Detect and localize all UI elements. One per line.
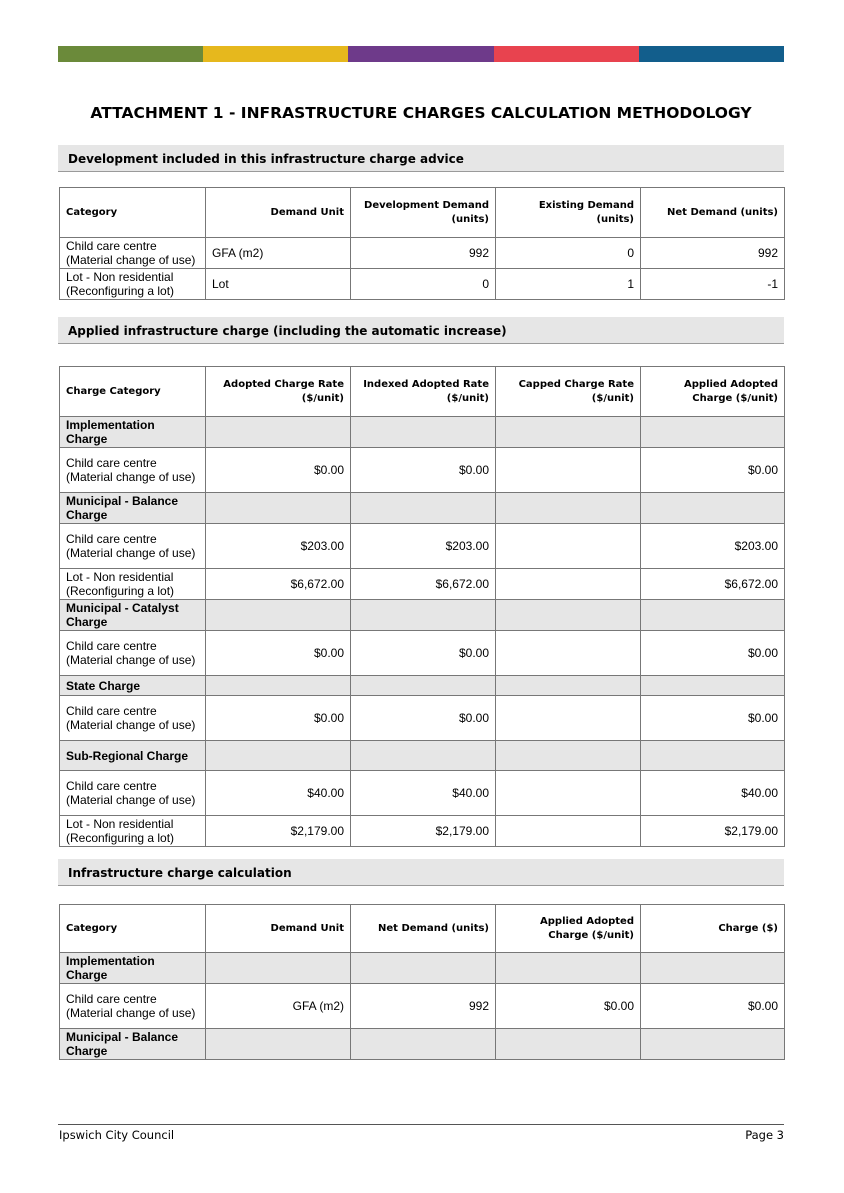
applied-charge-table [59, 366, 785, 847]
column-header: Development Demand (units) [351, 188, 496, 238]
empty-cell [351, 1029, 496, 1060]
table-cell: Lot [206, 269, 351, 300]
table-cell: $0.00 [641, 984, 785, 1029]
table-cell: Child care centre (Material change of use) [60, 984, 206, 1029]
empty-cell [496, 1029, 641, 1060]
color-stripe-2 [203, 46, 348, 62]
footer-page-number: Page 3 [745, 1128, 784, 1142]
column-header: Demand Unit [206, 905, 351, 953]
table-cell: 0 [351, 269, 496, 300]
table-cell [496, 524, 641, 569]
empty-cell [351, 493, 496, 524]
table-cell: $2,179.00 [206, 816, 351, 847]
empty-cell [641, 1029, 785, 1060]
table-row [60, 238, 785, 269]
table-cell: $40.00 [641, 771, 785, 816]
color-stripe-1 [58, 46, 203, 62]
empty-cell [351, 676, 496, 696]
table-cell: Lot - Non residential (Reconfiguring a lot) [60, 269, 206, 300]
table-cell: Child care centre (Material change of use) [60, 524, 206, 569]
color-stripe-3 [348, 46, 493, 62]
table-cell: 0 [496, 238, 641, 269]
calculation-table [59, 904, 785, 1060]
table-cell: $40.00 [351, 771, 496, 816]
column-header: Indexed Adopted Rate ($/unit) [351, 367, 496, 417]
table-cell: -1 [641, 269, 785, 300]
group-label: Municipal - Catalyst Charge [60, 600, 206, 631]
empty-cell [351, 417, 496, 448]
column-header: Net Demand (units) [351, 905, 496, 953]
group-label: Implementation Charge [60, 953, 206, 984]
column-header: Adopted Charge Rate ($/unit) [206, 367, 351, 417]
table-cell: $203.00 [641, 524, 785, 569]
empty-cell [496, 493, 641, 524]
color-stripe-5 [639, 46, 784, 62]
table-row [60, 984, 785, 1029]
group-row [60, 493, 785, 524]
footer-council-name: Ipswich City Council [59, 1128, 175, 1142]
table-cell: $0.00 [641, 631, 785, 676]
table-cell: Lot - Non residential (Reconfiguring a lot) [60, 816, 206, 847]
group-row [60, 953, 785, 984]
column-header: Charge Category [60, 367, 206, 417]
empty-cell [641, 741, 785, 771]
table-cell: Child care centre (Material change of use) [60, 631, 206, 676]
empty-cell [641, 493, 785, 524]
table-cell: Child care centre (Material change of use) [60, 448, 206, 493]
empty-cell [496, 741, 641, 771]
section-heading-calculation [58, 859, 784, 886]
column-header: Existing Demand (units) [496, 188, 641, 238]
table-cell [496, 696, 641, 741]
table-cell: Child care centre (Material change of use) [60, 771, 206, 816]
table-cell [496, 569, 641, 600]
table-cell: $203.00 [206, 524, 351, 569]
table-cell: GFA (m2) [206, 238, 351, 269]
empty-cell [206, 600, 351, 631]
table-row [60, 631, 785, 676]
table-cell: 1 [496, 269, 641, 300]
table-cell: GFA (m2) [206, 984, 351, 1029]
empty-cell [206, 417, 351, 448]
color-stripe-bar [58, 46, 784, 62]
section-heading-development [58, 145, 784, 172]
table-cell: 992 [351, 238, 496, 269]
table-cell: $0.00 [206, 448, 351, 493]
empty-cell [641, 417, 785, 448]
table-row [60, 816, 785, 847]
table-cell: Child care centre (Material change of use) [60, 696, 206, 741]
table-cell: $40.00 [206, 771, 351, 816]
table-row [60, 524, 785, 569]
group-label: Sub-Regional Charge [60, 741, 206, 771]
column-header: Category [60, 905, 206, 953]
section-heading-text: Applied infrastructure charge (including the automatic increase) [68, 324, 507, 338]
empty-cell [206, 1029, 351, 1060]
table-cell: 992 [351, 984, 496, 1029]
empty-cell [641, 600, 785, 631]
group-label: Municipal - Balance Charge [60, 1029, 206, 1060]
group-row [60, 1029, 785, 1060]
group-label: Municipal - Balance Charge [60, 493, 206, 524]
color-stripe-4 [494, 46, 639, 62]
table-cell: Lot - Non residential (Reconfiguring a lot) [60, 569, 206, 600]
section-heading-text: Infrastructure charge calculation [68, 866, 292, 880]
empty-cell [496, 417, 641, 448]
table-cell: $2,179.00 [641, 816, 785, 847]
column-header: Category [60, 188, 206, 238]
table-cell: 992 [641, 238, 785, 269]
group-row [60, 600, 785, 631]
column-header: Applied Adopted Charge ($/unit) [641, 367, 785, 417]
section-heading-applied-charge [58, 317, 784, 344]
empty-cell [206, 493, 351, 524]
empty-cell [351, 953, 496, 984]
group-row [60, 741, 785, 771]
table-cell: $2,179.00 [351, 816, 496, 847]
table-cell: $0.00 [641, 696, 785, 741]
section-heading-text: Development included in this infrastructure charge advice [68, 152, 464, 166]
table-row [60, 696, 785, 741]
column-header: Applied Adopted Charge ($/unit) [496, 905, 641, 953]
empty-cell [496, 953, 641, 984]
table-cell: $0.00 [351, 631, 496, 676]
table-cell: $6,672.00 [206, 569, 351, 600]
column-header: Net Demand (units) [641, 188, 785, 238]
table-cell: $0.00 [641, 448, 785, 493]
table-cell: $203.00 [351, 524, 496, 569]
group-label: State Charge [60, 676, 206, 696]
table-cell: $0.00 [351, 696, 496, 741]
table-row [60, 448, 785, 493]
empty-cell [206, 676, 351, 696]
table-cell [496, 631, 641, 676]
group-row [60, 417, 785, 448]
table-cell [496, 816, 641, 847]
group-label: Implementation Charge [60, 417, 206, 448]
table-cell [496, 448, 641, 493]
table-cell: $0.00 [206, 696, 351, 741]
empty-cell [641, 953, 785, 984]
table-cell: $0.00 [496, 984, 641, 1029]
table-row [60, 771, 785, 816]
group-row [60, 676, 785, 696]
table-row [60, 269, 785, 300]
empty-cell [351, 741, 496, 771]
table-cell: $6,672.00 [351, 569, 496, 600]
table-cell: $0.00 [206, 631, 351, 676]
table-cell [496, 771, 641, 816]
empty-cell [206, 953, 351, 984]
column-header: Demand Unit [206, 188, 351, 238]
footer-rule [58, 1124, 784, 1125]
empty-cell [496, 600, 641, 631]
development-table [59, 187, 785, 300]
empty-cell [206, 741, 351, 771]
table-cell: $6,672.00 [641, 569, 785, 600]
empty-cell [496, 676, 641, 696]
table-cell: $0.00 [351, 448, 496, 493]
column-header: Charge ($) [641, 905, 785, 953]
table-cell: Child care centre (Material change of use) [60, 238, 206, 269]
empty-cell [641, 676, 785, 696]
page-title: ATTACHMENT 1 - INFRASTRUCTURE CHARGES CALCULATION METHODOLOGY [90, 104, 752, 122]
empty-cell [351, 600, 496, 631]
table-row [60, 569, 785, 600]
column-header: Capped Charge Rate ($/unit) [496, 367, 641, 417]
